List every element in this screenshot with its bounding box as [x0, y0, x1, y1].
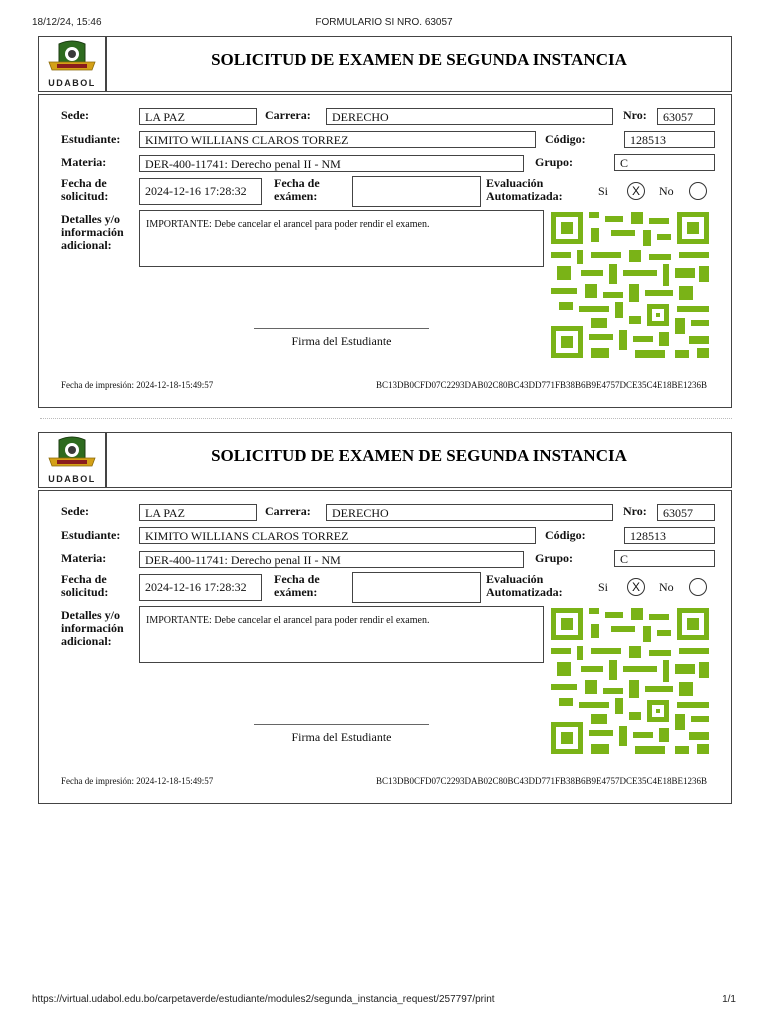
- estudiante-label: Estudiante:: [61, 132, 121, 146]
- fecha-solicitud-label: Fecha de solicitud:: [61, 176, 109, 203]
- codigo-field: 128513: [624, 131, 715, 148]
- nro-label: Nro:: [623, 108, 647, 122]
- fecha-impresion: Fecha de impresión: 2024-12-18-15:49:57: [61, 380, 214, 390]
- estudiante-label: Estudiante:: [61, 528, 121, 542]
- sede-label: Sede:: [61, 108, 89, 122]
- sede-field: LA PAZ: [139, 504, 257, 521]
- sede-label: Sede:: [61, 504, 89, 518]
- materia-label: Materia:: [61, 155, 107, 169]
- no-label: No: [659, 184, 674, 198]
- fecha-examen-field: [352, 572, 481, 603]
- document-hash: BC13DB0CFD07C2293DAB02C80BC43DD771FB38B6B9E4757DCE35C4E18BE1236B: [375, 380, 707, 390]
- form-title: SOLICITUD DE EXAMEN DE SEGUNDA INSTANCIA: [211, 446, 627, 465]
- sede-field: LA PAZ: [139, 108, 257, 125]
- print-footer: [0, 994, 768, 1008]
- fecha-solicitud-field: 2024-12-16 17:28:32: [139, 574, 262, 601]
- materia-label: Materia:: [61, 551, 107, 565]
- carrera-field: DERECHO: [326, 108, 613, 125]
- materia-field: DER-400-11741: Derecho penal II - NM: [139, 155, 524, 172]
- evaluacion-label: Evaluación Automatizada:: [486, 176, 563, 203]
- page-divider: [40, 418, 732, 419]
- nro-field: 63057: [657, 108, 715, 125]
- qr-code-icon: [551, 212, 709, 358]
- udabol-logo: [38, 36, 106, 92]
- detalles-label: Detalles y/o información adicional:: [61, 608, 124, 648]
- carrera-field: DERECHO: [326, 504, 613, 521]
- form-title: SOLICITUD DE EXAMEN DE SEGUNDA INSTANCIA: [211, 50, 627, 69]
- document-hash: BC13DB0CFD07C2293DAB02C80BC43DD771FB38B6B9E4757DCE35C4E18BE1236B: [375, 776, 707, 786]
- carrera-label: Carrera:: [265, 108, 311, 122]
- nro-field: 63057: [657, 504, 715, 521]
- print-url: https://virtual.udabol.edu.bo/carpetaverde/estudiante/modules2/segunda_instancia_request/257797/print: [32, 994, 495, 1005]
- materia-field: DER-400-11741: Derecho penal II - NM: [139, 551, 524, 568]
- no-label: No: [659, 580, 674, 594]
- fecha-examen-label: Fecha de exámen:: [274, 572, 320, 599]
- si-label: Si: [598, 184, 609, 198]
- fecha-impresion: Fecha de impresión: 2024-12-18-15:49:57: [61, 776, 214, 786]
- codigo-label: Código:: [545, 528, 586, 542]
- signature-line: [254, 724, 429, 725]
- evaluacion-label: Evaluación Automatizada:: [486, 572, 563, 599]
- detalles-field: IMPORTANTE: Debe cancelar el arancel para poder rendir el examen.: [139, 606, 544, 663]
- no-option: [689, 182, 707, 200]
- form-body: [38, 490, 732, 804]
- no-option: [689, 578, 707, 596]
- estudiante-field: KIMITO WILLIANS CLAROS TORREZ: [139, 131, 536, 148]
- logo-text: UDABOL: [48, 474, 96, 484]
- signature-label: Firma del Estudiante: [291, 334, 392, 348]
- detalles-label: Detalles y/o información adicional:: [61, 212, 124, 252]
- fecha-examen-field: [352, 176, 481, 207]
- grupo-label: Grupo:: [535, 155, 574, 169]
- fecha-examen-label: Fecha de exámen:: [274, 176, 320, 203]
- grupo-label: Grupo:: [535, 551, 574, 565]
- codigo-field: 128513: [624, 527, 715, 544]
- form-body: [38, 94, 732, 408]
- carrera-label: Carrera:: [265, 504, 311, 518]
- grupo-field: C: [614, 154, 715, 171]
- title-box: [106, 36, 732, 92]
- form-copy-2: [38, 432, 732, 804]
- si-label: Si: [598, 580, 609, 594]
- codigo-label: Código:: [545, 132, 586, 146]
- si-option: X: [627, 578, 645, 596]
- fecha-solicitud-field: 2024-12-16 17:28:32: [139, 178, 262, 205]
- si-option: X: [627, 182, 645, 200]
- estudiante-field: KIMITO WILLIANS CLAROS TORREZ: [139, 527, 536, 544]
- detalles-field: IMPORTANTE: Debe cancelar el arancel para poder rendir el examen.: [139, 210, 544, 267]
- signature-line: [254, 328, 429, 329]
- grupo-field: C: [614, 550, 715, 567]
- university-crest-icon: [45, 436, 99, 476]
- fecha-solicitud-label: Fecha de solicitud:: [61, 572, 109, 599]
- university-crest-icon: [45, 40, 99, 80]
- udabol-logo: [38, 432, 106, 488]
- title-box: [106, 432, 732, 488]
- signature-label: Firma del Estudiante: [291, 730, 392, 744]
- nro-label: Nro:: [623, 504, 647, 518]
- form-header: [38, 432, 732, 488]
- qr-code-icon: [551, 608, 709, 754]
- print-doc-title: FORMULARIO SI NRO. 63057: [315, 17, 453, 28]
- print-datetime: 18/12/24, 15:46: [32, 17, 102, 28]
- print-page-number: 1/1: [722, 994, 736, 1005]
- print-header: [0, 17, 768, 31]
- form-header: [38, 36, 732, 92]
- logo-text: UDABOL: [48, 78, 96, 88]
- form-copy-1: [38, 36, 732, 408]
